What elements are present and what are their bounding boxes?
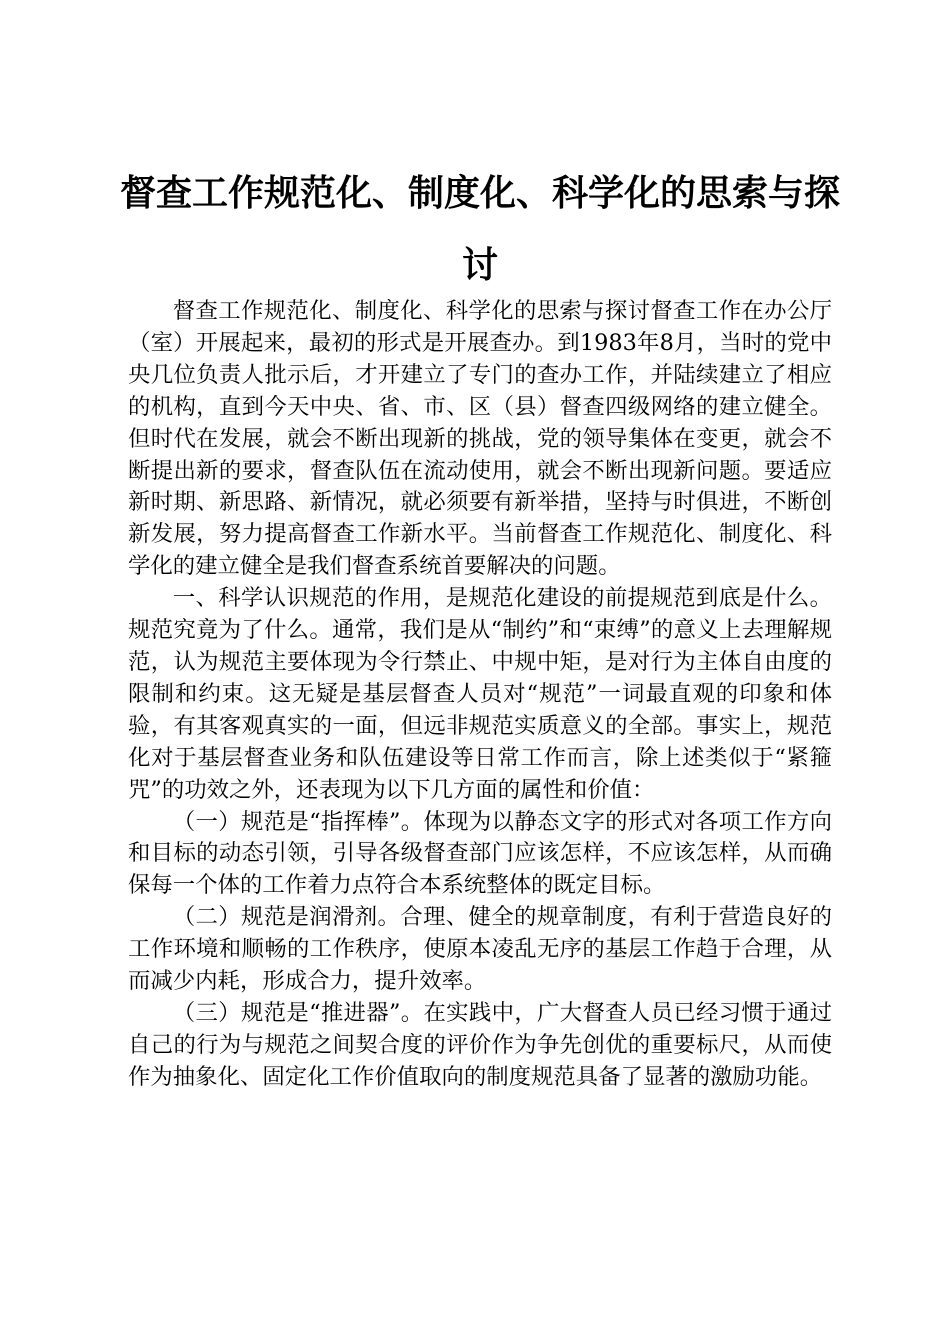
paragraph-item-1: （一）规范是“指挥棒”。体现为以静态文字的形式对各项工作方向和目标的动态引领，引导各级督查部门应该怎样，不应该怎样，从而确保每一个体的工作着力点符合本系统整体的既定目标。 bbox=[128, 808, 832, 899]
document-body bbox=[128, 296, 832, 1094]
paragraph-intro: 督查工作规范化、制度化、科学化的思索与探讨督查工作在办公厅（室）开展起来，最初的形式是开展查办。到1983年8月，当时的党中央几位负责人批示后，才开建立了专门的查办工作，并陆续建立了相应的机构，直到今天中央、省、市、区（县）督查四级网络的建立健全。但时代在发展，就会不断出现新的挑战，党的领导集体在变更，就会不断提出新的要求，督查队伍在流动使用，就会不断出现新问题。要适应新时期、新思路、新情况，就必须要有新举措，坚持与时俱进，不断创新发展，努力提高督查工作新水平。当前督查工作规范化、制度化、科学化的建立健全是我们督查系统首要解决的问题。 bbox=[128, 298, 832, 580]
paragraph-section-1: 一、科学认识规范的作用，是规范化建设的前提规范到底是什么。规范究竟为了什么。通常，我们是从“制约”和“束缚”的意义上去理解规范，认为规范主要体现为令行禁止、中规中矩，是对行为主体自由度的限制和约束。这无疑是基层督查人员对“规范”一词最直观的印象和体验，有其客观真实的一面，但远非规范实质意义的全部。事实上，规范化对于基层督查业务和队伍建设等日常工作而言，除上述类似于“紧箍咒”的功效之外，还表现为以下几方面的属性和价值： bbox=[128, 585, 832, 803]
document-title: 督查工作规范化、制度化、科学化的思索与探讨 bbox=[119, 173, 840, 286]
paragraph-item-3: （三）规范是“推进器”。在实践中，广大督查人员已经习惯于通过自己的行为与规范之间契合度的评价作为争先创优的重要标尺，从而使作为抽象化、固定化工作价值取向的制度规范具备了显著的激励功能。 bbox=[128, 999, 832, 1090]
paragraph-item-2: （二）规范是润滑剂。合理、健全的规章制度，有利于营造良好的工作环境和顺畅的工作秩序，使原本凌乱无序的基层工作趋于合理，从而减少内耗，形成合力，提升效率。 bbox=[128, 904, 832, 995]
